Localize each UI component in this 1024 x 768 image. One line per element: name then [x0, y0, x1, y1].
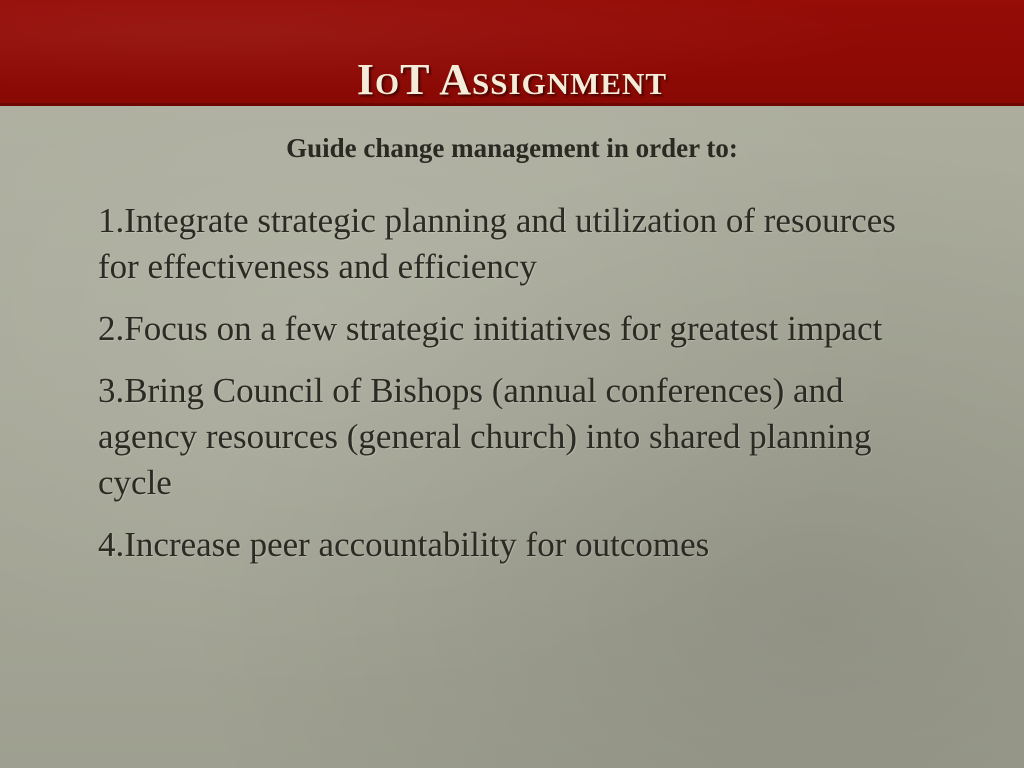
- slide-subtitle: Guide change management in order to:: [286, 133, 738, 163]
- item-list: [98, 198, 928, 584]
- list-item: 3.Bring Council of Bishops (annual conferences) and agency resources (general church) into shared planning cycle: [98, 371, 872, 502]
- slide-title: IoT Assignment: [356, 55, 668, 104]
- list-item: 4.Increase peer accountability for outcomes: [98, 525, 710, 564]
- list-item: 1.Integrate strategic planning and utilization of resources for effectiveness and efficiency: [98, 201, 896, 286]
- list-item: 2.Focus on a few strategic initiatives for greatest impact: [98, 309, 883, 348]
